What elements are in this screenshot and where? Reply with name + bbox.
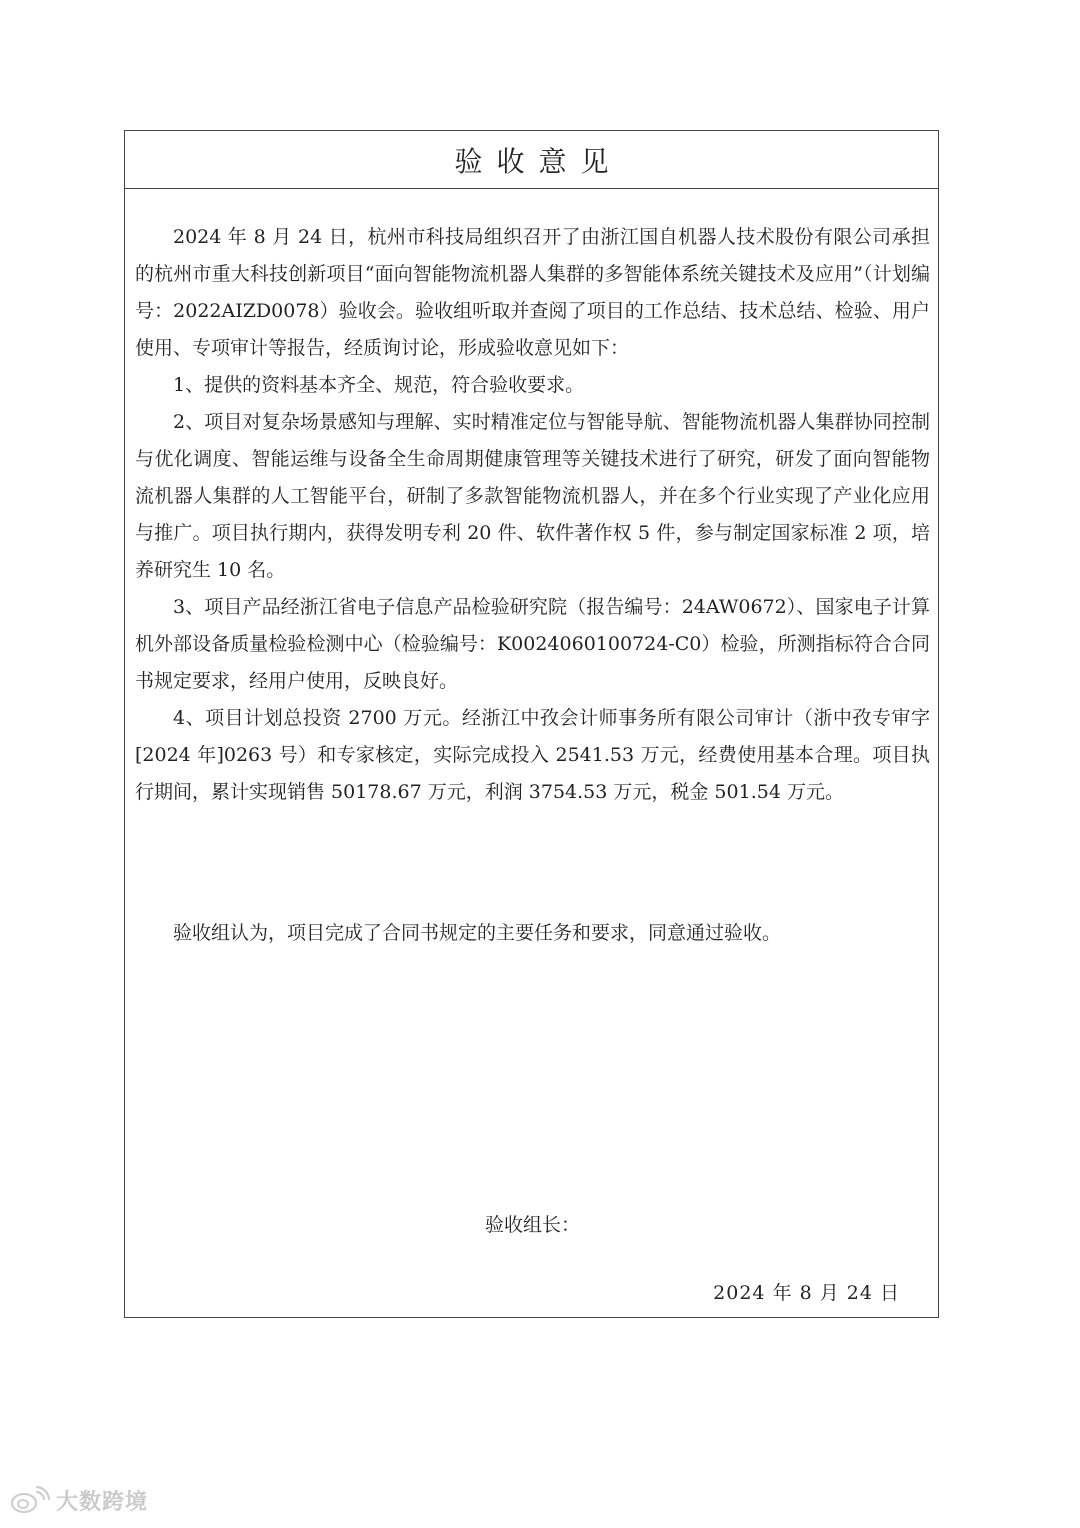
watermark <box>10 1480 148 1520</box>
item-4-paragraph: 4、项目计划总投资 2700 万元。经浙江中孜会计师事务所有限公司审计（浙中孜专审字[2024 年]0263 号）和专家核定，实际完成投入 2541.53 万元，经费使用基本合理。项目执行期间，累计实现销售 50178.67 万元，利润 3754.53 万元，税金 501.54 万元。 <box>135 707 930 803</box>
conclusion-paragraph: 验收组认为，项目完成了合同书规定的主要任务和要求，同意通过验收。 <box>173 922 782 944</box>
item-1-paragraph: 1、提供的资料基本齐全、规范，符合验收要求。 <box>173 374 585 396</box>
signing-date: 2024 年 8 月 24 日 <box>713 1282 900 1304</box>
page-title: 验收意见 <box>454 144 623 178</box>
item-2-paragraph: 2、项目对复杂场景感知与理解、实时精准定位与智能导航、智能物流机器人集群协同控制与优化调度、智能运维与设备全生命周期健康管理等关键技术进行了研究，研发了面向智能物流机器人集群的人工智能平台，研制了多款智能物流机器人，并在多个行业实现了产业化应用与推广。项目执行期内，获得发明专利 20 件、软件著作权 5 件，参与制定国家标准 2 项，培养研究生 10 名。 <box>135 411 930 581</box>
title-row <box>125 131 938 189</box>
watermark-text: 大数跨境 <box>56 1489 149 1515</box>
item-3-paragraph: 3、项目产品经浙江省电子信息产品检验研究院（报告编号：24AW0672）、国家电子计算机外部设备质量检验检测中心（检验编号：K0024060100724-C0）检验，所测指标符合合同书规定要求，经用户使用，反映良好。 <box>135 596 930 692</box>
opinion-body <box>135 219 930 811</box>
intro-paragraph: 2024 年 8 月 24 日，杭州市科技局组织召开了由浙江国自机器人技术股份有限公司承担的杭州市重大科技创新项目“面向智能物流机器人集群的多智能体系统关键技术及应用”（计划编号：2022AIZD0078）验收会。验收组听取并查阅了项目的工作总结、技术总结、检验、用户使用、专项审计等报告，经质询讨论，形成验收意见如下： <box>135 226 930 359</box>
weibo-logo-icon <box>10 1486 50 1514</box>
signature-label: 验收组长： <box>485 1214 581 1236</box>
opinion-table <box>124 130 939 1318</box>
